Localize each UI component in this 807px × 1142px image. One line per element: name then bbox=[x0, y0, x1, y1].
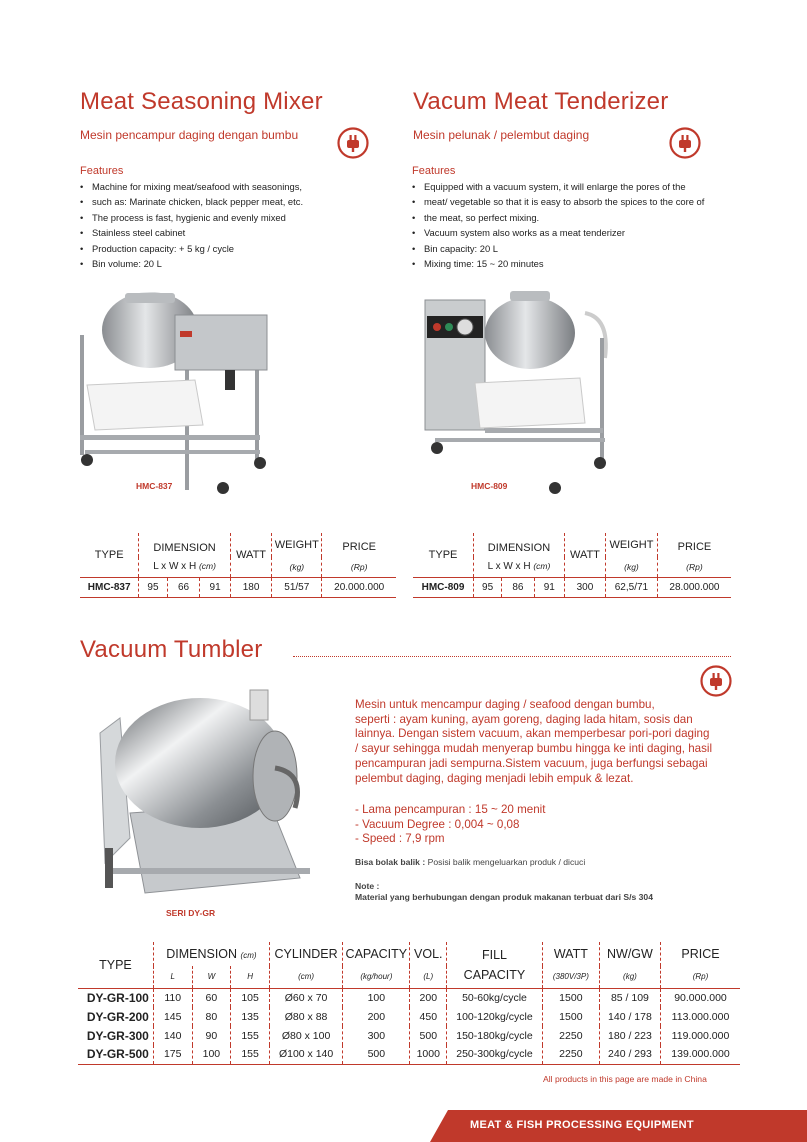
feature-item: • Bin volume: 20 L bbox=[80, 256, 350, 271]
col-weight: WEIGHT bbox=[605, 533, 657, 557]
right-model-label: HMC-809 bbox=[471, 481, 508, 491]
footer-title: MEAT & FISH PROCESSING EQUIPMENT bbox=[470, 1119, 694, 1131]
feature-item: • The process is fast, hygienic and evenly mixed bbox=[80, 210, 350, 225]
left-features-list bbox=[80, 179, 350, 271]
tumbler-bolak-note: Bisa bolak balik : Posisi balik mengeluarkan produk / dicuci bbox=[355, 857, 586, 867]
col-price: PRICE bbox=[681, 947, 720, 961]
col-price-unit: (Rp) bbox=[322, 557, 396, 577]
feature-item: • Mixing time: 15 ~ 20 minutes bbox=[412, 256, 752, 271]
col-vol: VOL. bbox=[410, 942, 447, 966]
meat-seasoning-mixer-image bbox=[75, 285, 275, 500]
tumbler-note-label: Note : bbox=[355, 881, 380, 891]
power-plug-icon bbox=[700, 665, 732, 697]
col-dimension: DIMENSION bbox=[153, 542, 216, 554]
table-row: HMC-837 95 66 91 180 51/57 20.000.000 bbox=[80, 577, 396, 597]
col-dimension: DIMENSION (cm) bbox=[153, 942, 269, 966]
col-dimension-unit: L x W x H (cm) bbox=[474, 557, 565, 577]
feature-item: • Stainless steel cabinet bbox=[80, 225, 350, 240]
table-row: HMC-809 95 86 91 300 62,5/71 28.000.000 bbox=[413, 577, 731, 597]
tumbler-description: Mesin untuk mencampur daging / seafood dengan bumbu, seperti : ayam kuning, ayam goreng, daging lada hitam, sosis dan lainnya. Dengan sistem vacuum, akan memperbesar pori-pori daging / sayur sehingga mudah menyerap bumbu hingga ke inti daging, hasil pencampuran jadi sempurna.Sistem vacuum, juga berfungsi sebagai pelembut daging, daging menjadi lebih empuk & lezat. bbox=[355, 698, 713, 785]
tumbler-note-text: Material yang berhubungan dengan produk makanan terbuat dari S/s 304 bbox=[355, 892, 653, 902]
col-price-unit: (Rp) bbox=[657, 557, 731, 577]
power-plug-icon bbox=[669, 127, 701, 159]
col-type: TYPE bbox=[80, 533, 139, 577]
feature-item: • Machine for mixing meat/seafood with seasonings, bbox=[80, 179, 350, 194]
col-watt: WATT bbox=[542, 942, 599, 966]
col-price: PRICE bbox=[342, 541, 376, 553]
col-type: TYPE bbox=[78, 942, 153, 988]
tumbler-model-label: SERI DY-GR bbox=[166, 908, 216, 918]
table-row: DY-GR-100 110 60 105 Ø60 x 70 100 200 50-60kg/cycle 1500 85 / 109 90.000.000 bbox=[78, 988, 740, 1007]
col-weight-unit: (kg) bbox=[605, 557, 657, 577]
left-features-heading: Features bbox=[80, 165, 124, 177]
feature-item: • such as: Marinate chicken, black pepper meat, etc. bbox=[80, 194, 350, 209]
feature-item: • Equipped with a vacuum system, it will enlarge the pores of the bbox=[412, 179, 752, 194]
table-row: DY-GR-200 145 80 135 Ø80 x 88 200 450 100-120kg/cycle 1500 140 / 178 113.000.000 bbox=[78, 1007, 740, 1026]
col-fill: FILL CAPACITY bbox=[447, 942, 543, 988]
feature-item: • Bin capacity: 20 L bbox=[412, 241, 752, 256]
table-row: DY-GR-300 140 90 155 Ø80 x 100 300 500 150-180kg/cycle 2250 180 / 223 119.000.000 bbox=[78, 1026, 740, 1045]
tumbler-title: Vacuum Tumbler bbox=[80, 636, 263, 663]
col-dimension: DIMENSION bbox=[487, 542, 551, 554]
feature-item: • Vacuum system also works as a meat tenderizer bbox=[412, 225, 752, 240]
tumbler-spec-table: TYPE DIMENSION (cm) CYLINDER CAPACITY VOL. FILL CAPACITY WATT NW/GW PRICE L W H (cm) (kg/hour) (L) (380V/3P) (kg) (Rp) DY-GR-100 110 60 105 Ø60 x 70 100 200 50-60kg/cycle 1500 85 / 109 90.000.000 DY-GR-200 145 80 135 Ø80 x 88 200 450 100-120kg/cycle 1500 140 / 178 113.000.000 DY-GR-300 140 90 155 Ø80 x 100 300 500 150-180kg/cycle 2250 180 / 223 119.000.000 DY-GR-500 175 100 155 Ø100 x 140 500 1000 250-300kg/cycle 2250 240 / 293 139.000.000 bbox=[78, 942, 740, 1065]
made-in-china-note: All products in this page are made in China bbox=[543, 1074, 707, 1084]
title-divider bbox=[293, 656, 731, 657]
col-weight-unit: (kg) bbox=[272, 557, 322, 577]
right-product-title: Vacum Meat Tenderizer bbox=[413, 88, 669, 115]
right-features-heading: Features bbox=[412, 165, 456, 177]
col-weight: WEIGHT bbox=[272, 533, 322, 557]
right-product-subtitle: Mesin pelunak / pelembut daging bbox=[413, 128, 590, 142]
feature-item: • meat/ vegetable so that it is easy to absorb the spices to the core of bbox=[412, 194, 752, 209]
left-model-label: HMC-837 bbox=[136, 481, 173, 491]
left-product-subtitle: Mesin pencampur daging dengan bumbu bbox=[80, 128, 299, 142]
vacuum-tumbler-image bbox=[90, 688, 325, 908]
col-type: TYPE bbox=[413, 533, 474, 577]
left-product-title: Meat Seasoning Mixer bbox=[80, 88, 323, 115]
col-price: PRICE bbox=[677, 541, 712, 553]
right-spec-table bbox=[413, 533, 731, 598]
col-capacity: CAPACITY bbox=[343, 942, 410, 966]
col-watt: WATT bbox=[564, 533, 605, 577]
vacuum-meat-tenderizer-image bbox=[415, 288, 615, 498]
table-row: DY-GR-500 175 100 155 Ø100 x 140 500 1000 250-300kg/cycle 2250 240 / 293 139.000.000 bbox=[78, 1045, 740, 1064]
tumbler-specs: - Lama pencampuran : 15 ~ 20 menit - Vacuum Degree : 0,004 ~ 0,08 - Speed : 7,9 rpm bbox=[355, 803, 546, 846]
col-dimension-unit: L x W x H (cm) bbox=[139, 557, 231, 577]
left-spec-table bbox=[80, 533, 396, 598]
power-plug-icon bbox=[337, 127, 369, 159]
col-cylinder: CYLINDER bbox=[269, 942, 342, 966]
right-features-list bbox=[412, 179, 752, 271]
feature-item: • Production capacity: + 5 kg / cycle bbox=[80, 241, 350, 256]
col-nwgw: NW/GW bbox=[599, 942, 660, 966]
col-watt: WATT bbox=[230, 533, 271, 577]
feature-item: • the meat, so perfect mixing. bbox=[412, 210, 752, 225]
